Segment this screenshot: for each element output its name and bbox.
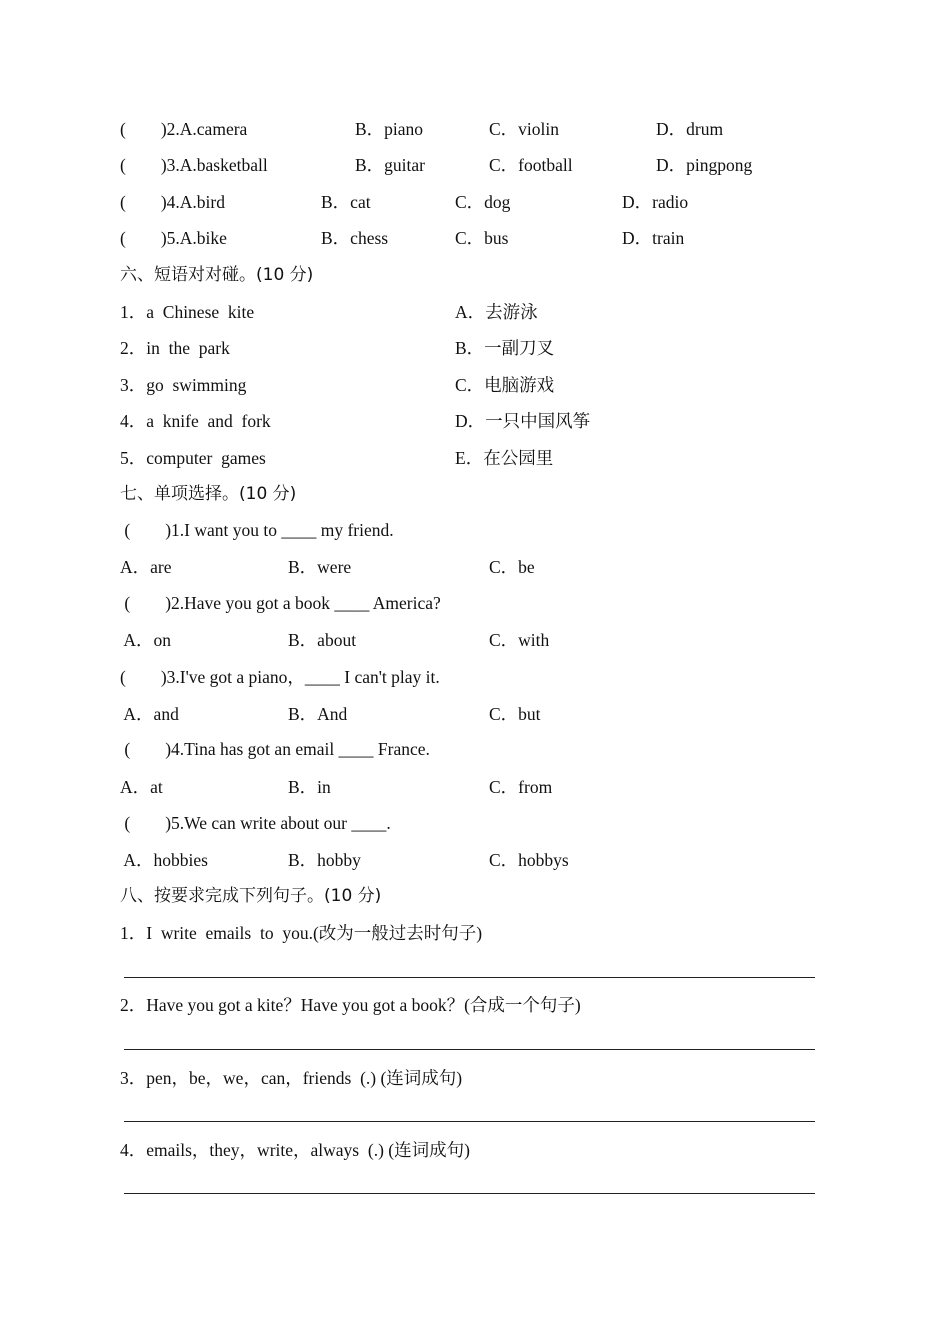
question-stem: ( )2.A.camera (120, 119, 248, 139)
answer-line-3[interactable] (124, 1121, 815, 1122)
mc-question-3: ( )3.I've got a piano，____ I can't play it. (120, 667, 440, 687)
option-c: C．violin (489, 119, 560, 139)
answer-line-1[interactable] (124, 977, 815, 978)
mc-question-5: ( )5.We can write about our ____. (120, 813, 391, 833)
rewrite-item-2: 2．Have you got a kite？Have you got a book？(合成一个句子) (120, 995, 581, 1015)
option-d: D．radio (622, 192, 689, 212)
rewrite-item-4: 4．emails，they，write，always (.) (连词成句) (120, 1140, 470, 1160)
option-c: C．bus (455, 228, 509, 248)
rewrite-item-3: 3．pen，be，we，can，friends (.) (连词成句) (120, 1068, 463, 1088)
section8-title: 八、按要求完成下列句子。(10 分) (120, 886, 382, 906)
phrase-left-4: 4．a knife and fork (120, 411, 271, 431)
mc-option-a: A．are (120, 557, 172, 577)
option-d: D．pingpong (656, 155, 753, 175)
mc-option-c: C．from (489, 777, 553, 797)
mc-question-1: ( )1.I want you to ____ my friend. (120, 520, 394, 540)
mc-option-b: B．And (288, 704, 348, 724)
mc-option-c: C．with (489, 630, 550, 650)
answer-line-4[interactable] (124, 1193, 815, 1194)
question-stem: ( )4.A.bird (120, 192, 225, 212)
mc-option-c: C．hobbys (489, 850, 569, 870)
option-c: C．dog (455, 192, 511, 212)
mc-option-b: B．were (288, 557, 352, 577)
mc-option-c: C．but (489, 704, 541, 724)
phrase-left-3: 3．go swimming (120, 375, 247, 395)
mc-option-a: A．hobbies (120, 850, 208, 870)
mc-question-2: ( )2.Have you got a book ____ America? (120, 593, 441, 613)
phrase-left-5: 5．computer games (120, 448, 266, 468)
option-b: B．guitar (355, 155, 425, 175)
phrase-right-b: B．一副刀叉 (455, 338, 555, 358)
answer-line-2[interactable] (124, 1049, 815, 1050)
option-d: D．train (622, 228, 685, 248)
mc-option-b: B．in (288, 777, 331, 797)
section7-title: 七、单项选择。(10 分) (120, 484, 297, 504)
phrase-right-a: A．去游泳 (455, 302, 538, 322)
mc-option-a: A．on (120, 630, 172, 650)
mc-option-a: A．at (120, 777, 163, 797)
question-stem: ( )3.A.basketball (120, 155, 268, 175)
phrase-left-1: 1．a Chinese kite (120, 302, 255, 322)
phrase-left-2: 2．in the park (120, 338, 230, 358)
mc-option-a: A．and (120, 704, 179, 724)
rewrite-item-1: 1．I write emails to you.(改为一般过去时句子) (120, 923, 483, 943)
option-d: D．drum (656, 119, 724, 139)
section6-title: 六、短语对对碰。(10 分) (120, 265, 314, 285)
mc-question-4: ( )4.Tina has got an email ____ France. (120, 739, 430, 759)
phrase-right-e: E．在公园里 (455, 448, 554, 468)
question-stem: ( )5.A.bike (120, 228, 227, 248)
mc-option-c: C．be (489, 557, 535, 577)
phrase-right-c: C．电脑游戏 (455, 375, 555, 395)
mc-option-b: B．about (288, 630, 357, 650)
option-b: B．piano (355, 119, 424, 139)
phrase-right-d: D．一只中国风筝 (455, 411, 591, 431)
option-b: B．cat (321, 192, 371, 212)
option-b: B．chess (321, 228, 389, 248)
mc-option-b: B．hobby (288, 850, 361, 870)
option-c: C．football (489, 155, 573, 175)
